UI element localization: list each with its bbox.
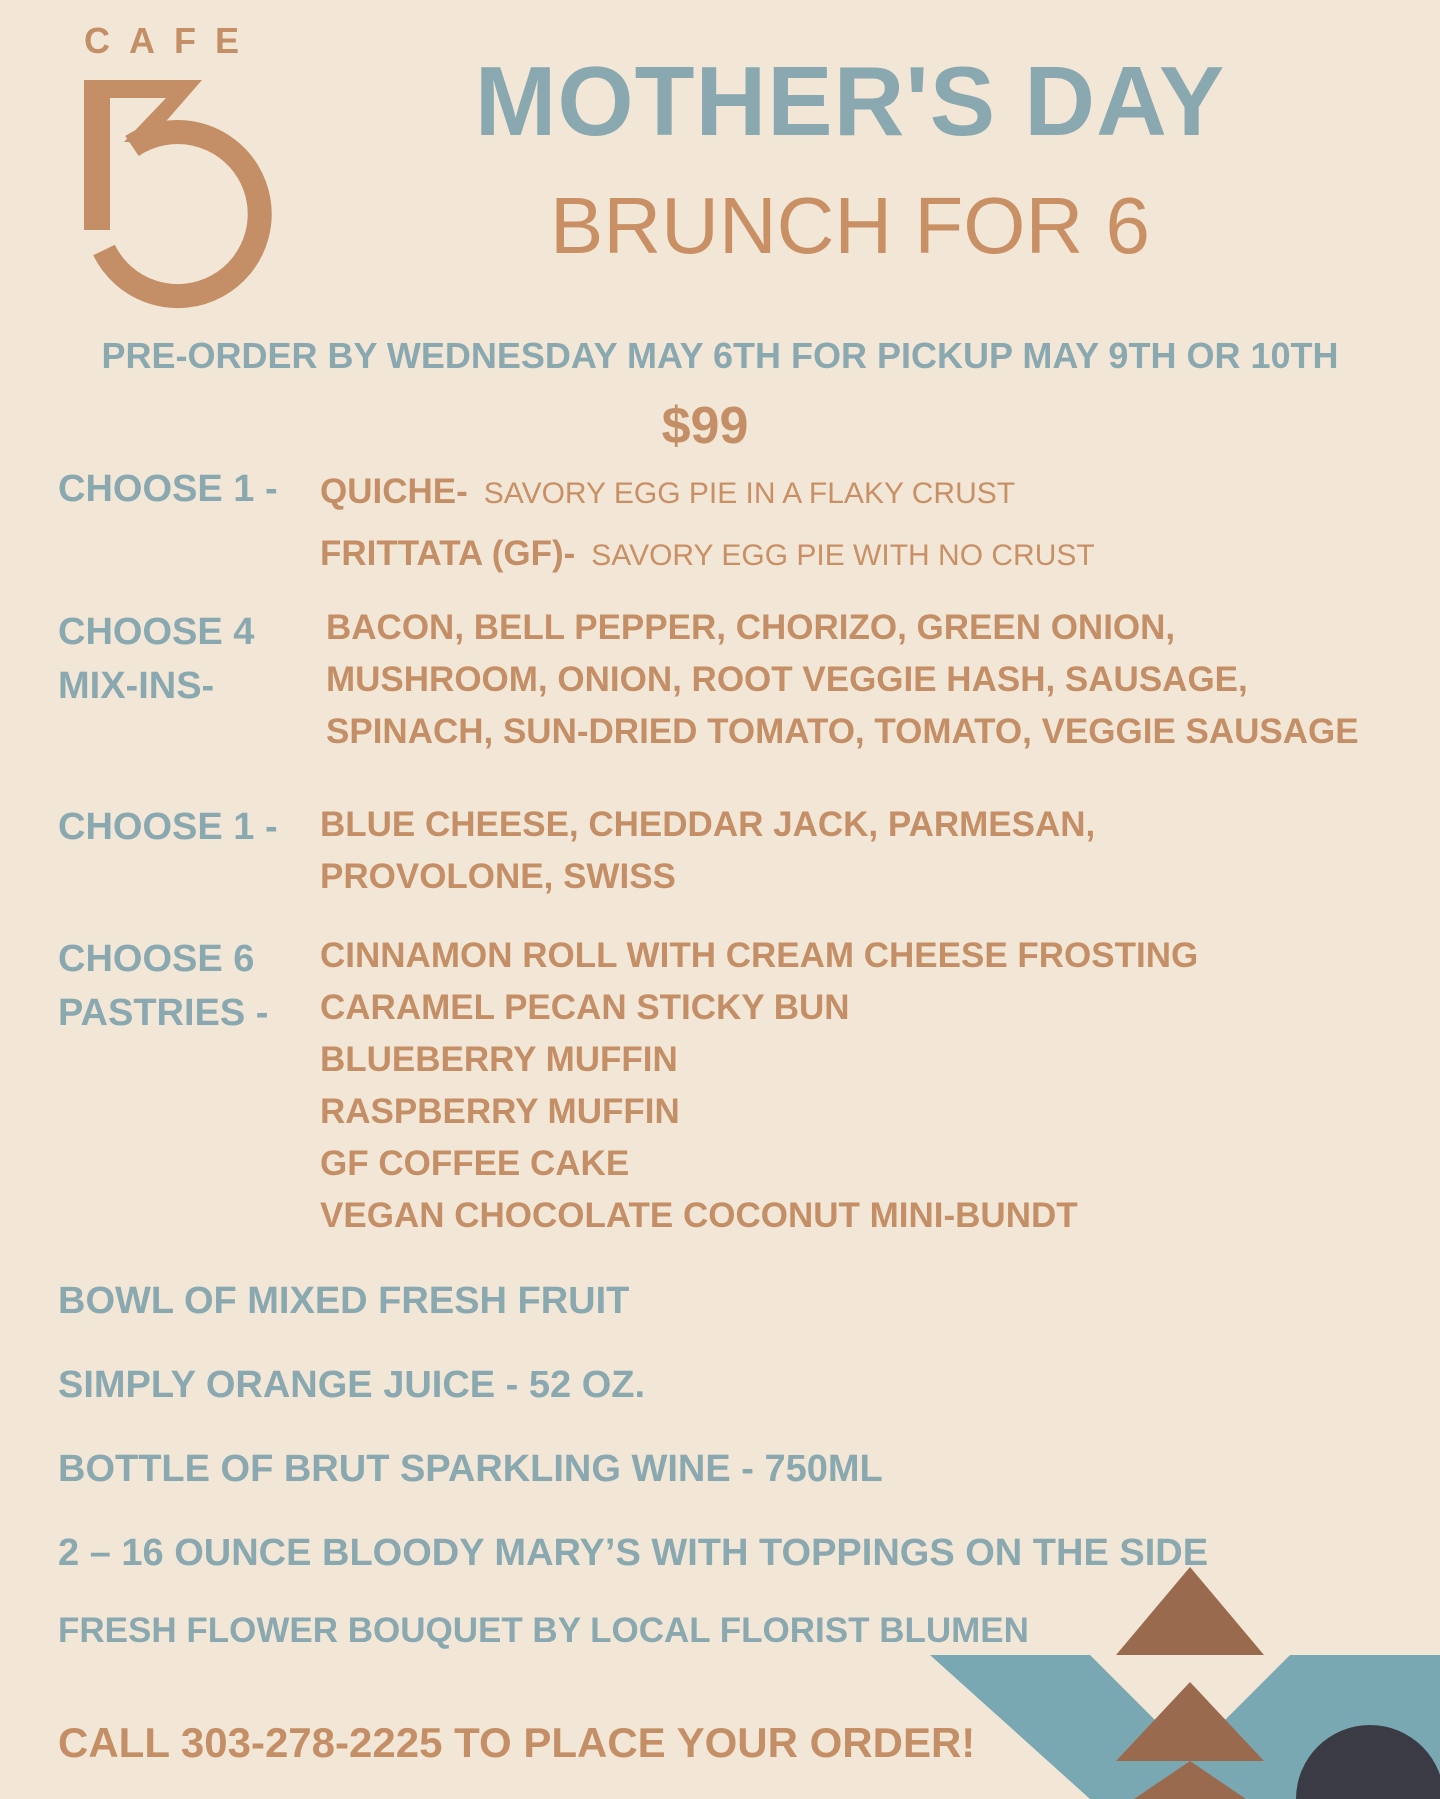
mixins-options [326,602,1359,758]
pastries-label [58,932,268,1040]
pastry-item: BLUEBERRY MUFFIN [320,1040,678,1079]
call-to-order: CALL 303-278-2225 TO PLACE YOUR ORDER! [58,1719,976,1766]
pastry-item: RASPBERRY MUFFIN [320,1092,680,1131]
mixins-label [58,605,254,713]
extra-item-wine: BOTTLE OF BRUT SPARKLING WINE - 750ML [58,1448,883,1490]
decorative-triangles [930,1555,1440,1799]
egg-choice-label: CHOOSE 1 - [58,468,278,510]
mixins-line: BACON, BELL PEPPER, CHORIZO, GREEN ONION, [326,608,1176,647]
pastry-item: GF COFFEE CAKE [320,1144,630,1183]
egg-option-quiche [320,462,1095,524]
egg-option-name: QUICHE- [320,472,468,511]
pastries-label-line: PASTRIES - [58,992,269,1034]
logo-13-mark [84,80,284,320]
cheese-line: BLUE CHEESE, CHEDDAR JACK, PARMESAN, [320,805,1096,844]
cheese-options [320,799,1095,903]
page-subtitle: BRUNCH FOR 6 [549,181,1151,270]
cheese-choice-label: CHOOSE 1 - [58,806,278,848]
pastry-item: CINNAMON ROLL WITH CREAM CHEESE FROSTING [320,936,1199,975]
extra-item-flowers: FRESH FLOWER BOUQUET BY LOCAL FLORIST BLUMEN [58,1611,1029,1650]
egg-options [320,462,1095,586]
mixins-label-line: CHOOSE 4 [58,611,255,653]
mixins-line: SPINACH, SUN-DRIED TOMATO, TOMATO, VEGGIE SAUSAGE [326,712,1359,751]
extra-item-fruit: BOWL OF MIXED FRESH FRUIT [58,1280,630,1322]
pastries-options [320,930,1198,1242]
preorder-notice: PRE-ORDER BY WEDNESDAY MAY 6TH FOR PICKUP MAY 9TH OR 10TH [101,335,1339,376]
mixins-label-line: MIX-INS- [58,665,215,707]
extra-item-juice: SIMPLY ORANGE JUICE - 52 OZ. [58,1364,646,1406]
mixins-line: MUSHROOM, ONION, ROOT VEGGIE HASH, SAUSAGE, [326,660,1248,699]
logo-word: CAFE [84,20,258,61]
extra-item-bloody-mary: 2 – 16 OUNCE BLOODY MARY’S WITH TOPPINGS ON THE SIDE [58,1532,1209,1574]
price: $99 [661,397,749,455]
egg-option-frittata [320,524,1095,586]
pastry-item: VEGAN CHOCOLATE COCONUT MINI-BUNDT [320,1196,1078,1235]
egg-option-desc: SAVORY EGG PIE WITH NO CRUST [591,539,1095,572]
cheese-line: PROVOLONE, SWISS [320,857,676,896]
egg-option-name: FRITTATA (GF)- [320,534,576,573]
page-title: MOTHER'S DAY [474,46,1226,156]
cafe-13-logo [84,20,284,310]
egg-option-desc: SAVORY EGG PIE IN A FLAKY CRUST [483,477,1016,510]
pastry-item: CARAMEL PECAN STICKY BUN [320,988,850,1027]
pastries-label-line: CHOOSE 6 [58,938,255,980]
